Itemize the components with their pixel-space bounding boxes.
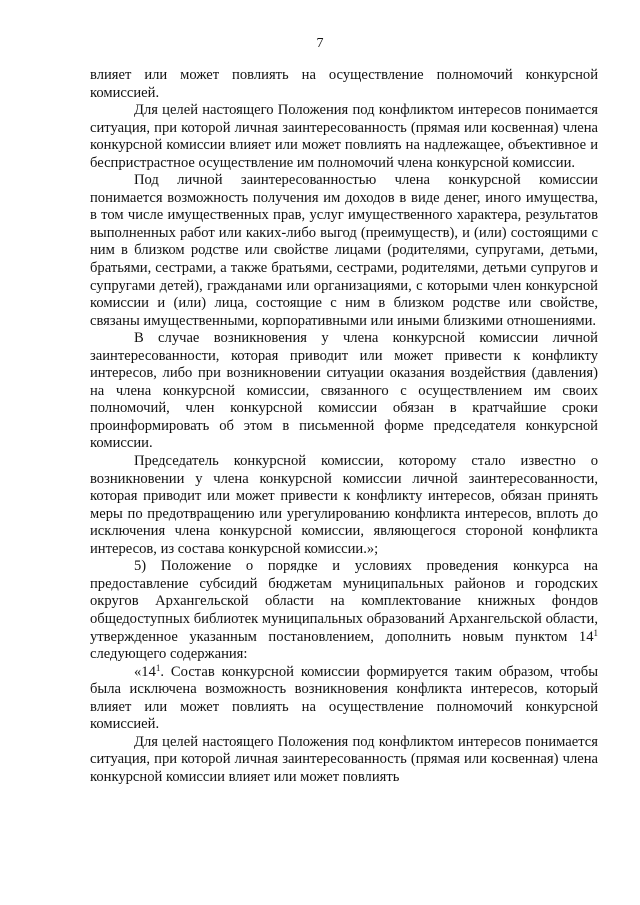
body-text bbox=[90, 67, 598, 786]
paragraph: влияет или может повлиять на осуществление полномочий конкурсной комиссией. bbox=[90, 67, 598, 101]
paragraph: Для целей настоящего Положения под конфликтом интересов понимается ситуация, при которой личная заинтересованность (прямая или косвенная) члена конкурсной комиссии влияет или может повлиять на надлежащее, объективное и беспристрастное осуществление им полномочий члена конкурсной комиссии. bbox=[90, 102, 598, 171]
superscript: 1 bbox=[155, 662, 161, 673]
superscript: 1 bbox=[593, 627, 598, 638]
page-number: 7 bbox=[316, 36, 324, 51]
paragraph: Под личной заинтересованностью члена конкурсной комиссии понимается возможность получения им доходов в виде денег, иного имущества, в том числе имущественных прав, услуг имущественного характера, результатов выполненных работ или каких-либо выгод (преимуществ), и (или) состоящими с ним в близком родстве или свойстве лицами (родителями, супругами, детьми, братьями, сестрами, а также братьями, сестрами, родителями, детьми супругов и супругами детей), гражданами или организациями, с которыми член конкурсной комиссии и (или) лица, состоящие с ним в близком родстве или свойстве, связаны имущественными, корпоративными или иными близкими отношениями. bbox=[90, 172, 598, 329]
paragraph: В случае возникновения у члена конкурсной комиссии личной заинтересованности, которая приводит или может привести к конфликту интересов, либо при возникновении ситуации оказания воздействия (давления) на члена конкурсной комиссии, связанного с осуществлением им своих полномочий, член конкурсной комиссии обязан в кратчайшие сроки проинформировать об этом в письменной форме председателя конкурсной комиссии. bbox=[90, 330, 598, 452]
paragraph: 5) Положение о порядке и условиях проведения конкурса на предоставление субсидий бюджетам муниципальных районов и городских округов Архангельской области на комплектование книжных фондов общедоступных библиотек муниципальных образований Архангельской области, утвержденное указанным постановлением, дополнить новым пунктом $14^1$ следующего содержания: bbox=[90, 558, 598, 663]
paragraph: Председатель конкурсной комиссии, которому стало известно о возникновении у члена конкурсной комиссии личной заинтересованности, которая приводит или может привести к конфликту интересов, обязан принять меры по предотвращению или урегулированию конфликта интересов, вплоть до исключения члена конкурсной комиссии, являющегося стороной конфликта интересов, из состава конкурсной комиссии.»; bbox=[90, 453, 598, 557]
paragraph: Для целей настоящего Положения под конфликтом интересов понимается ситуация, при которой личная заинтересованность (прямая или косвенная) члена конкурсной комиссии влияет или может повлиять bbox=[90, 733, 598, 785]
paragraph: «$14^1$. Состав конкурсной комиссии формируется таким образом, чтобы была исключена возможность возникновения конфликта интересов, который влияет или может повлиять на осуществление полномочий конкурсной комиссией. bbox=[90, 662, 598, 733]
